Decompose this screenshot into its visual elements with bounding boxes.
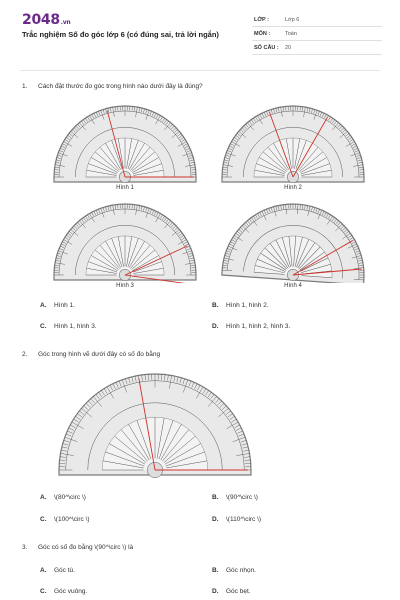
option-d[interactable]: D. \(110^\circ \) (212, 516, 262, 523)
option-b[interactable]: B. Góc nhọn. (212, 567, 256, 574)
protractor-figure-q2 (55, 370, 255, 478)
option-d[interactable]: D. Hình 1, hình 2, hình 3. (212, 323, 291, 330)
protractor-figure-2 (218, 100, 368, 185)
meta-value: Lớp 6 (285, 17, 300, 23)
option-b[interactable]: B. \(90^\circ \) (212, 494, 258, 501)
figure-caption: Hình 2 (284, 185, 302, 191)
option-c[interactable]: C. Hình 1, hình 3. (40, 323, 97, 330)
meta-row-count (252, 42, 382, 55)
option-a[interactable]: A. Hình 1. (40, 302, 75, 309)
option-c[interactable]: C. Góc vuông. (40, 588, 88, 595)
question-text: Góc trong hình vẽ dưới đây có số đo bằng (38, 351, 161, 358)
protractor-figure-4 (218, 198, 368, 283)
option-a[interactable]: A. \(80^\circ \) (40, 494, 86, 501)
question-text: Cách đặt thước đo góc trong hình nào dưới đây là đúng? (38, 83, 203, 90)
figure-caption: Hình 3 (116, 283, 134, 289)
protractor-figure-3 (50, 198, 200, 283)
meta-label: MÔN : (254, 31, 271, 37)
question-number: 2. (22, 351, 28, 358)
protractor-figure-1 (50, 100, 200, 185)
meta-label: SỐ CÂU : (254, 45, 279, 51)
header-divider (20, 70, 380, 71)
figure-caption: Hình 4 (284, 283, 302, 289)
question-1 (22, 83, 203, 90)
question-number: 3. (22, 544, 28, 551)
meta-label: LỚP : (254, 17, 269, 23)
option-d[interactable]: D. Góc bẹt. (212, 588, 251, 595)
document-title: Trắc nghiệm Số đo góc lớp 6 (có đúng sai, trả lời ngắn) (22, 30, 219, 39)
meta-row-subject (252, 28, 382, 41)
question-2 (22, 351, 160, 358)
brand-logo[interactable]: 2048.vn (22, 12, 71, 28)
meta-value: Toán (285, 31, 297, 37)
meta-row-grade (252, 14, 382, 27)
option-a[interactable]: A. Góc tù. (40, 567, 75, 574)
option-c[interactable]: C. \(100^\circ \) (40, 516, 90, 523)
figure-caption: Hình 1 (116, 185, 134, 191)
question-text: Góc có số đo bằng \(90^\circ \) là (38, 544, 134, 551)
question-3 (22, 544, 133, 551)
option-b[interactable]: B. Hình 1, hình 2. (212, 302, 269, 309)
meta-value: 20 (285, 45, 292, 51)
question-number: 1. (22, 83, 28, 90)
